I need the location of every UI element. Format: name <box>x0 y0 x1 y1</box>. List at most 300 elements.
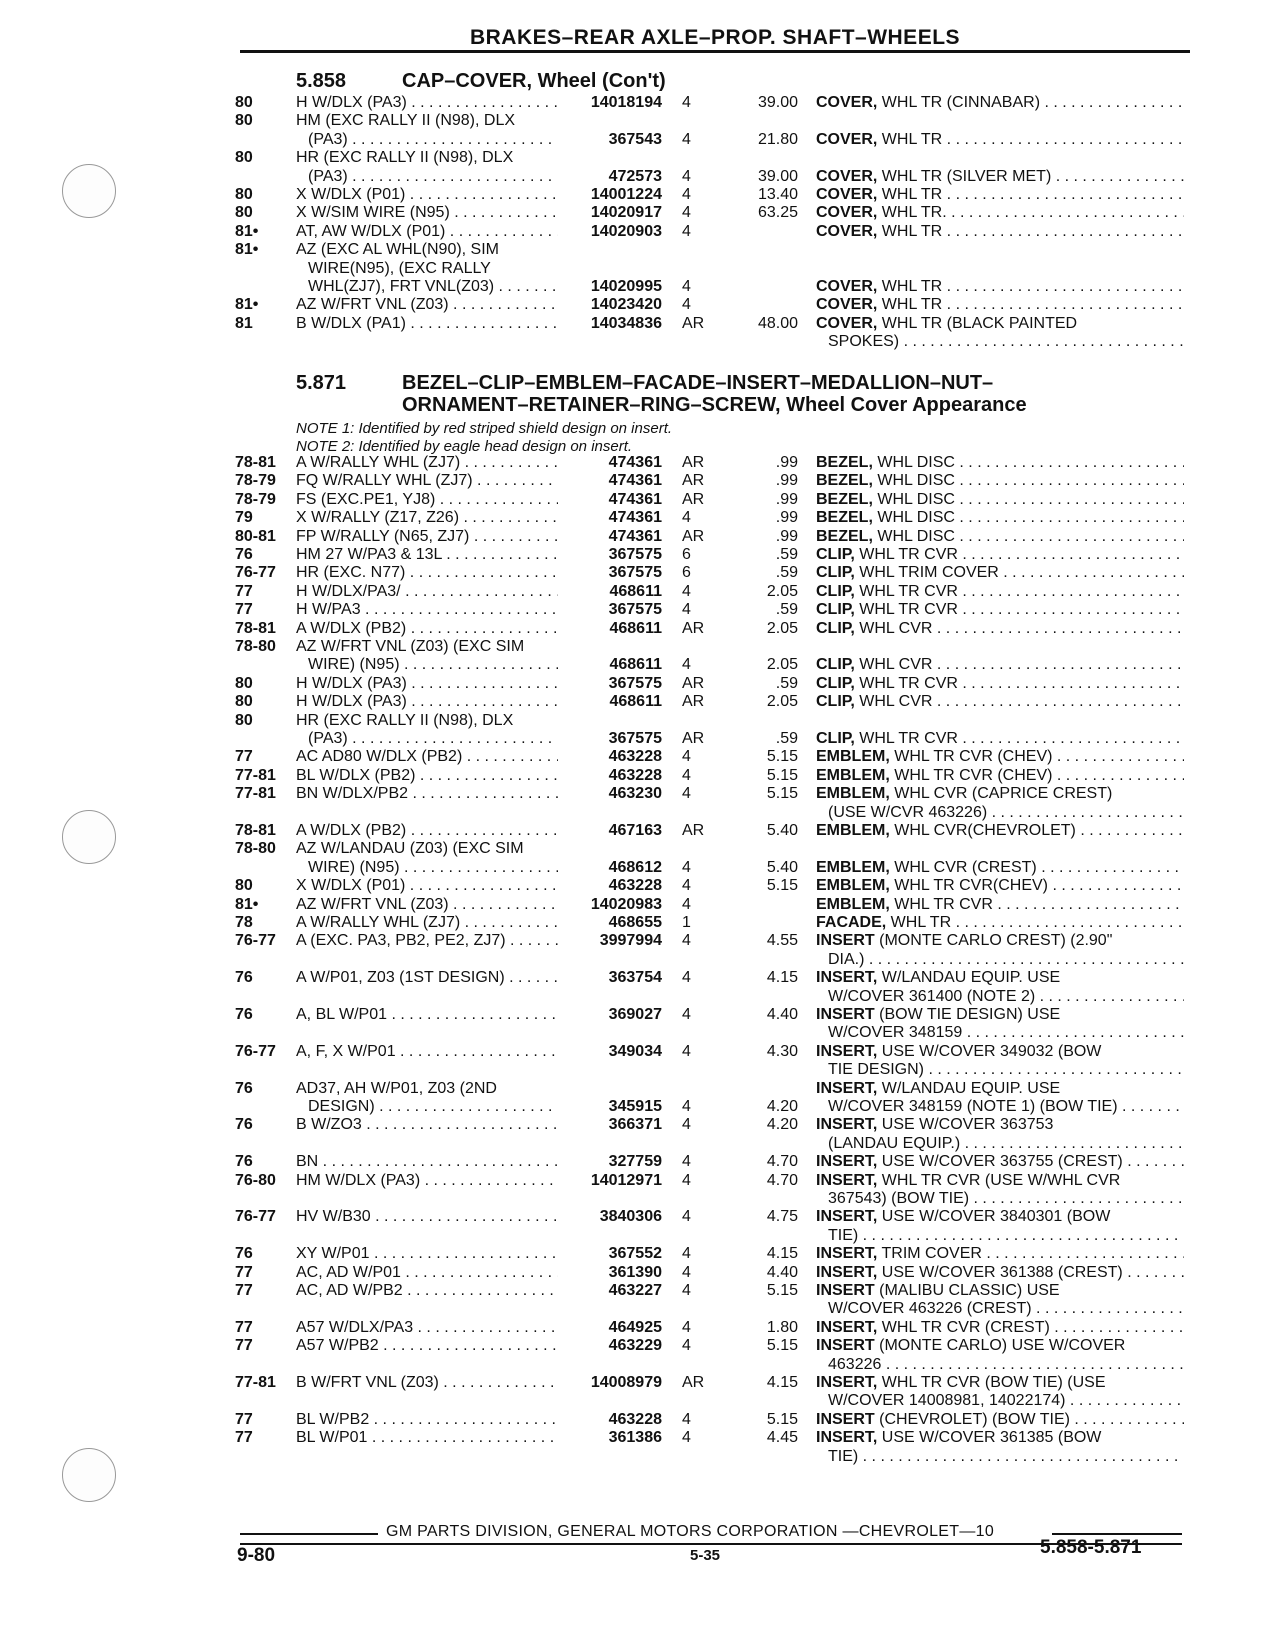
description-text: WHL DISC <box>872 454 955 471</box>
price: 5.15 <box>766 748 798 766</box>
quantity: AR <box>682 1374 705 1391</box>
description-line <box>816 1190 1184 1208</box>
description-text: TIE) <box>828 1226 859 1244</box>
quantity: AR <box>682 729 705 747</box>
description <box>816 1172 1184 1209</box>
description-keyword: INSERT, <box>816 1079 878 1097</box>
description-line <box>816 1208 1184 1226</box>
note-2: NOTE 2: Identified by eagle head design on insert. <box>296 438 633 455</box>
quantity: AR <box>682 472 705 490</box>
description <box>816 315 1184 352</box>
application <box>296 1006 558 1024</box>
application-line: (PA3) . . . <box>296 168 558 186</box>
footer-rule-left <box>240 1533 378 1535</box>
description-text: USE W/COVER 349032 (BOW <box>877 1042 1102 1060</box>
description-keyword: COVER, <box>816 314 878 332</box>
part-number: 327759 <box>608 1153 662 1171</box>
description-line <box>816 296 1184 314</box>
model-year: 81 <box>235 314 253 332</box>
description-text: WHL CVR <box>854 619 933 637</box>
description-keyword: CLIP, <box>816 546 855 563</box>
description-line <box>816 1080 1184 1098</box>
description <box>816 131 1184 149</box>
description-line <box>816 601 1184 619</box>
price: 5.15 <box>766 1282 798 1299</box>
description-line <box>816 223 1184 241</box>
description-text: WHL TR CVR <box>854 674 958 692</box>
description <box>816 168 1184 186</box>
quantity: 4 <box>682 94 691 111</box>
application <box>296 785 558 803</box>
description <box>816 1337 1184 1374</box>
model-year: 80-81 <box>235 527 276 545</box>
application-line: AZ W/FRT VNL (Z03) . . . <box>296 296 558 314</box>
application-line: FS (EXC.PE1, YJ8) . . . <box>296 491 558 509</box>
description-text: WHL TR CVR (CHEV) <box>889 748 1053 766</box>
price: 4.15 <box>766 969 798 987</box>
application-line: H W/DLX/PA3/ . . . <box>296 583 558 601</box>
description-line <box>816 491 1184 509</box>
quantity: 4 <box>682 601 691 619</box>
model-year: 77 <box>235 1410 253 1428</box>
price: 2.05 <box>766 582 798 600</box>
price: 39.00 <box>757 94 798 111</box>
description-line <box>816 804 1184 822</box>
application <box>296 748 558 766</box>
application <box>296 877 558 895</box>
section-heading-5858 <box>296 70 666 92</box>
description <box>816 1116 1184 1153</box>
part-number: 468611 <box>609 619 662 637</box>
application <box>296 509 558 527</box>
price: 21.80 <box>757 130 798 148</box>
application <box>296 601 558 619</box>
description-keyword: CLIP, <box>816 619 855 637</box>
application <box>296 112 558 149</box>
footer-publisher: GM PARTS DIVISION, GENERAL MOTORS CORPORATION —CHEVROLET—10 <box>386 1523 995 1540</box>
application-line: A, BL W/P01 . . . <box>296 1006 558 1024</box>
description-keyword: COVER, <box>816 222 878 240</box>
description-keyword: COVER, <box>816 296 878 314</box>
price: 4.20 <box>766 1097 798 1115</box>
description-keyword: FACADE, <box>816 914 887 931</box>
model-year: 77 <box>235 601 253 619</box>
price: 1.80 <box>766 1318 798 1336</box>
application <box>296 94 558 112</box>
description-text: USE W/COVER 363755 (CREST) <box>877 1153 1123 1171</box>
part-number: 14023420 <box>590 296 662 314</box>
price: 48.00 <box>757 314 798 332</box>
section-heading-5871 <box>296 372 1027 416</box>
description-line <box>816 1374 1184 1392</box>
application-line: X W/DLX (P01) . . . <box>296 877 558 895</box>
quantity: 4 <box>682 748 691 766</box>
description-line <box>816 509 1184 527</box>
model-year: 77 <box>235 1337 253 1355</box>
description-text: WHL TR <box>877 296 943 314</box>
application <box>296 1116 558 1134</box>
description-text: WHL DISC <box>872 509 955 527</box>
description-line <box>816 168 1184 186</box>
application <box>296 1264 558 1282</box>
description <box>816 859 1184 877</box>
quantity: 4 <box>682 932 691 950</box>
description-keyword: CLIP, <box>816 582 855 600</box>
description-line <box>816 333 1184 351</box>
description-keyword: COVER, <box>816 204 878 222</box>
part-number: 468611 <box>609 693 662 711</box>
price: 4.70 <box>766 1153 798 1171</box>
description <box>816 969 1184 1006</box>
description-line <box>816 859 1184 877</box>
quantity: 1 <box>682 914 691 931</box>
description-line <box>816 1392 1184 1410</box>
description <box>816 1208 1184 1245</box>
price: 4.55 <box>766 932 798 950</box>
page-number: 5-35 <box>690 1547 721 1564</box>
price: 4.40 <box>766 1006 798 1023</box>
model-year: 81• <box>235 296 259 314</box>
description <box>816 296 1184 314</box>
application-line: A (EXC. PA3, PB2, PE2, ZJ7) . . . <box>296 932 558 950</box>
description <box>816 491 1184 509</box>
part-number: 14034836 <box>590 314 662 332</box>
description-keyword: INSERT <box>816 1337 875 1355</box>
quantity: AR <box>682 314 705 332</box>
description-text: WHL TR. <box>877 204 947 222</box>
application <box>296 454 558 472</box>
application <box>296 693 558 711</box>
price: .59 <box>775 601 798 619</box>
description <box>816 528 1184 546</box>
description-text: WHL TR <box>877 186 943 203</box>
application <box>296 1172 558 1190</box>
description-line <box>816 914 1184 932</box>
model-year: 80 <box>235 204 253 222</box>
description-text: WHL CVR <box>854 693 933 711</box>
quantity: 4 <box>682 1410 691 1428</box>
description-keyword: INSERT, <box>816 1374 878 1391</box>
application-line: FQ W/RALLY WHL (ZJ7) . . . <box>296 472 558 490</box>
description-keyword: EMBLEM, <box>816 748 890 766</box>
description-text: WHL TR CVR <box>854 582 958 600</box>
description-line <box>816 1135 1184 1153</box>
description <box>816 748 1184 766</box>
quantity: 4 <box>682 1116 691 1134</box>
application-line: BL W/PB2 . . . <box>296 1411 558 1429</box>
description-text: (USE W/CVR 463226) <box>828 803 988 821</box>
quantity: 4 <box>682 1042 691 1060</box>
description-keyword: EMBLEM, <box>816 877 890 895</box>
quantity: 4 <box>682 1153 691 1171</box>
model-year: 78-81 <box>235 619 276 637</box>
part-number: 468611 <box>609 656 662 674</box>
model-year: 80 <box>235 112 253 130</box>
quantity: 4 <box>682 1006 691 1023</box>
punch-hole-bottom <box>62 1448 116 1502</box>
quantity: 4 <box>682 1282 691 1299</box>
description-text: WHL TR CVR(CHEV) <box>889 877 1049 895</box>
application-line: BL W/DLX (PB2) . . . <box>296 767 558 785</box>
description-line <box>816 693 1184 711</box>
description-line <box>816 656 1184 674</box>
application-line: A W/DLX (PB2) . . . <box>296 620 558 638</box>
quantity: 4 <box>682 1337 691 1355</box>
price: 5.15 <box>766 785 798 803</box>
description-keyword: INSERT, <box>816 1429 878 1447</box>
quantity: 4 <box>682 858 691 876</box>
description-keyword: INSERT <box>816 932 875 950</box>
application <box>296 767 558 785</box>
part-number: 345915 <box>608 1097 662 1115</box>
description-keyword: INSERT, <box>816 1153 878 1171</box>
application-line: HV W/B30 . . . <box>296 1208 558 1226</box>
application-line: AT, AW W/DLX (P01) . . . <box>296 223 558 241</box>
model-year: 80 <box>235 711 253 729</box>
part-number: 367575 <box>608 729 662 747</box>
part-number: 14020995 <box>590 277 662 295</box>
price: 4.15 <box>766 1245 798 1263</box>
part-number: 463228 <box>608 1410 662 1428</box>
description-keyword: BEZEL, <box>816 509 873 527</box>
description-text: W/COVER 361400 (NOTE 2) <box>828 987 1036 1005</box>
application <box>296 896 558 914</box>
application-line: AZ W/FRT VNL (Z03) . . . <box>296 896 558 914</box>
quantity: 6 <box>682 564 691 582</box>
price: .99 <box>775 490 798 508</box>
application <box>296 675 558 693</box>
description-keyword: INSERT, <box>816 1042 878 1060</box>
quantity: 4 <box>682 1318 691 1336</box>
description <box>816 896 1184 914</box>
part-number: 474361 <box>608 454 662 471</box>
model-year: 78-79 <box>235 490 276 508</box>
description-text: W/COVER 348159 <box>828 1024 963 1042</box>
application <box>296 1080 558 1117</box>
application-line: B W/DLX (PA1) . . . <box>296 315 558 333</box>
application-line: BN W/DLX/PB2 . . . <box>296 785 558 803</box>
application-line: (PA3) . . . <box>296 730 558 748</box>
part-number: 349034 <box>608 1042 662 1060</box>
quantity: AR <box>682 822 705 839</box>
description-line <box>816 1356 1184 1374</box>
description-text: WHL TR CVR (BOW TIE) (USE <box>877 1374 1106 1391</box>
description-text: (CHEVROLET) (BOW TIE) <box>874 1410 1070 1428</box>
part-number: 468612 <box>608 858 662 876</box>
description-text: USE W/COVER 361385 (BOW <box>877 1429 1102 1447</box>
description-text: WHL CVR (CAPRICE CREST) <box>889 785 1113 803</box>
price: 2.05 <box>766 619 798 637</box>
description <box>816 1043 1184 1080</box>
application <box>296 223 558 241</box>
description-line <box>816 1300 1184 1318</box>
section-title-line: ORNAMENT–RETAINER–RING–SCREW, Wheel Cover Appearance <box>402 394 1027 416</box>
description <box>816 1264 1184 1282</box>
application-line: X W/SIM WIRE (N95) . . . <box>296 204 558 222</box>
application-line: WIRE) (N95) . . . <box>296 656 558 674</box>
description-line <box>816 1411 1184 1429</box>
quantity: 6 <box>682 546 691 563</box>
description-line <box>816 1282 1184 1300</box>
application-line: A W/RALLY WHL (ZJ7) . . . <box>296 914 558 932</box>
description-text: USE W/COVER 3840301 (BOW <box>877 1208 1111 1226</box>
part-number: 14020983 <box>590 895 662 913</box>
part-number: 474361 <box>608 527 662 545</box>
model-year: 78-79 <box>235 472 276 490</box>
part-number: 367575 <box>608 546 662 563</box>
price: .99 <box>775 472 798 490</box>
model-year: 79 <box>235 509 253 527</box>
application <box>296 528 558 546</box>
quantity: 4 <box>682 204 691 222</box>
quantity: 4 <box>682 895 691 913</box>
application <box>296 296 558 314</box>
model-year: 78-80 <box>235 638 276 655</box>
description-line <box>816 1319 1184 1337</box>
punch-hole-top <box>62 164 116 218</box>
description <box>816 1245 1184 1263</box>
description <box>816 186 1184 204</box>
application-line: DESIGN) . . . <box>296 1098 558 1116</box>
description-keyword: EMBLEM, <box>816 858 890 876</box>
quantity: AR <box>682 527 705 545</box>
description-line <box>816 1116 1184 1134</box>
description <box>816 454 1184 472</box>
model-year: 76 <box>235 1245 253 1263</box>
application-line: AZ (EXC AL WHL(N90), SIM <box>296 241 499 259</box>
application-line: B W/FRT VNL (Z03) . . . <box>296 1374 558 1392</box>
model-year: 77 <box>235 1263 253 1281</box>
description-keyword: CLIP, <box>816 656 855 674</box>
application <box>296 1245 558 1263</box>
model-year: 81• <box>235 895 259 913</box>
description-text: WHL TR (CINNABAR) <box>877 94 1041 111</box>
description <box>816 546 1184 564</box>
model-year: 76 <box>235 546 253 563</box>
description-keyword: BEZEL, <box>816 490 873 508</box>
part-number: 472573 <box>608 167 662 185</box>
price: 63.25 <box>757 204 798 222</box>
application-line: (PA3) . . . <box>296 131 558 149</box>
description-line <box>816 186 1184 204</box>
part-number: 468611 <box>609 582 662 600</box>
description-keyword: COVER, <box>816 277 878 295</box>
model-year: 76 <box>235 969 253 987</box>
application <box>296 241 558 296</box>
application-line: BN . . . <box>296 1153 558 1171</box>
description-line <box>816 1153 1184 1171</box>
description-line <box>816 1043 1184 1061</box>
description-text: (BOW TIE DESIGN) USE <box>874 1006 1061 1023</box>
application <box>296 1282 558 1300</box>
quantity: 4 <box>682 222 691 240</box>
description-text: W/COVER 348159 (NOTE 1) (BOW TIE) <box>828 1098 1118 1115</box>
price: 4.15 <box>766 1374 798 1391</box>
section-title-line: CAP–COVER, Wheel (Con't) <box>402 70 666 92</box>
description-line <box>816 472 1184 490</box>
application-line: HM 27 W/PA3 & 13L . . . <box>296 546 558 564</box>
page-title: BRAKES–REAR AXLE–PROP. SHAFT–WHEELS <box>469 26 961 49</box>
price: 5.15 <box>766 877 798 895</box>
part-number: 361390 <box>608 1263 662 1281</box>
application <box>296 315 558 333</box>
description-text: 463226 <box>828 1355 882 1373</box>
description-text: USE W/COVER 361388 (CREST) <box>877 1263 1123 1281</box>
description-text: WHL TR CVR (CREST) <box>877 1318 1050 1336</box>
description-keyword: CLIP, <box>816 564 855 582</box>
application <box>296 840 558 877</box>
description-text: 367543) (BOW TIE) <box>828 1190 970 1207</box>
model-year: 78-81 <box>235 454 276 471</box>
quantity: AR <box>682 674 705 692</box>
model-year: 76-77 <box>235 1208 276 1226</box>
quantity: 4 <box>682 167 691 185</box>
application <box>296 638 558 675</box>
application-line: A W/RALLY WHL (ZJ7) . . . <box>296 454 558 472</box>
description-line <box>816 564 1184 582</box>
description <box>816 932 1184 969</box>
part-number: 463228 <box>608 748 662 766</box>
description-text: WHL TR (BLACK PAINTED <box>877 314 1078 332</box>
description-line <box>816 1429 1184 1447</box>
description <box>816 767 1184 785</box>
description-text: WHL CVR(CHEVROLET) <box>889 822 1076 839</box>
quantity: 4 <box>682 509 691 527</box>
price: 5.40 <box>766 858 798 876</box>
application <box>296 932 558 950</box>
price: .99 <box>775 527 798 545</box>
description-text: WHL TR CVR <box>854 546 958 563</box>
price: 13.40 <box>757 186 798 203</box>
model-year: 76-77 <box>235 932 276 950</box>
description-keyword: INSERT, <box>816 1208 878 1226</box>
application-line: FP W/RALLY (N65, ZJ7) . . . <box>296 528 558 546</box>
description-keyword: CLIP, <box>816 693 855 711</box>
application <box>296 914 558 932</box>
model-year: 76 <box>235 1079 253 1097</box>
model-year: 76-77 <box>235 564 276 582</box>
description-text: WHL TR CVR (CHEV) <box>889 766 1053 784</box>
part-number: 363754 <box>608 969 662 987</box>
description-keyword: COVER, <box>816 130 878 148</box>
description-line <box>816 748 1184 766</box>
model-year: 76-77 <box>235 1042 276 1060</box>
application-line: A W/P01, Z03 (1ST DESIGN) . . . <box>296 969 558 987</box>
description-keyword: CLIP, <box>816 674 855 692</box>
description-text: WHL TR CVR <box>889 895 993 913</box>
application <box>296 472 558 490</box>
description-line <box>816 454 1184 472</box>
application-line: X W/DLX (P01) . . . <box>296 186 558 204</box>
description-line <box>816 767 1184 785</box>
application <box>296 1208 558 1226</box>
application-line: X W/RALLY (Z17, Z26) . . . <box>296 509 558 527</box>
application-line: AC, AD W/PB2 . . . <box>296 1282 558 1300</box>
part-number: 14001224 <box>590 186 662 203</box>
description-line <box>816 1448 1184 1466</box>
application <box>296 1153 558 1171</box>
description-line <box>816 730 1184 748</box>
model-year: 77 <box>235 1318 253 1336</box>
description-keyword: CLIP, <box>816 729 855 747</box>
description-text: WHL DISC <box>872 527 955 545</box>
part-number: 361386 <box>608 1429 662 1447</box>
description <box>816 223 1184 241</box>
application <box>296 1337 558 1355</box>
description <box>816 785 1184 822</box>
description-line <box>816 131 1184 149</box>
quantity: 4 <box>682 296 691 314</box>
